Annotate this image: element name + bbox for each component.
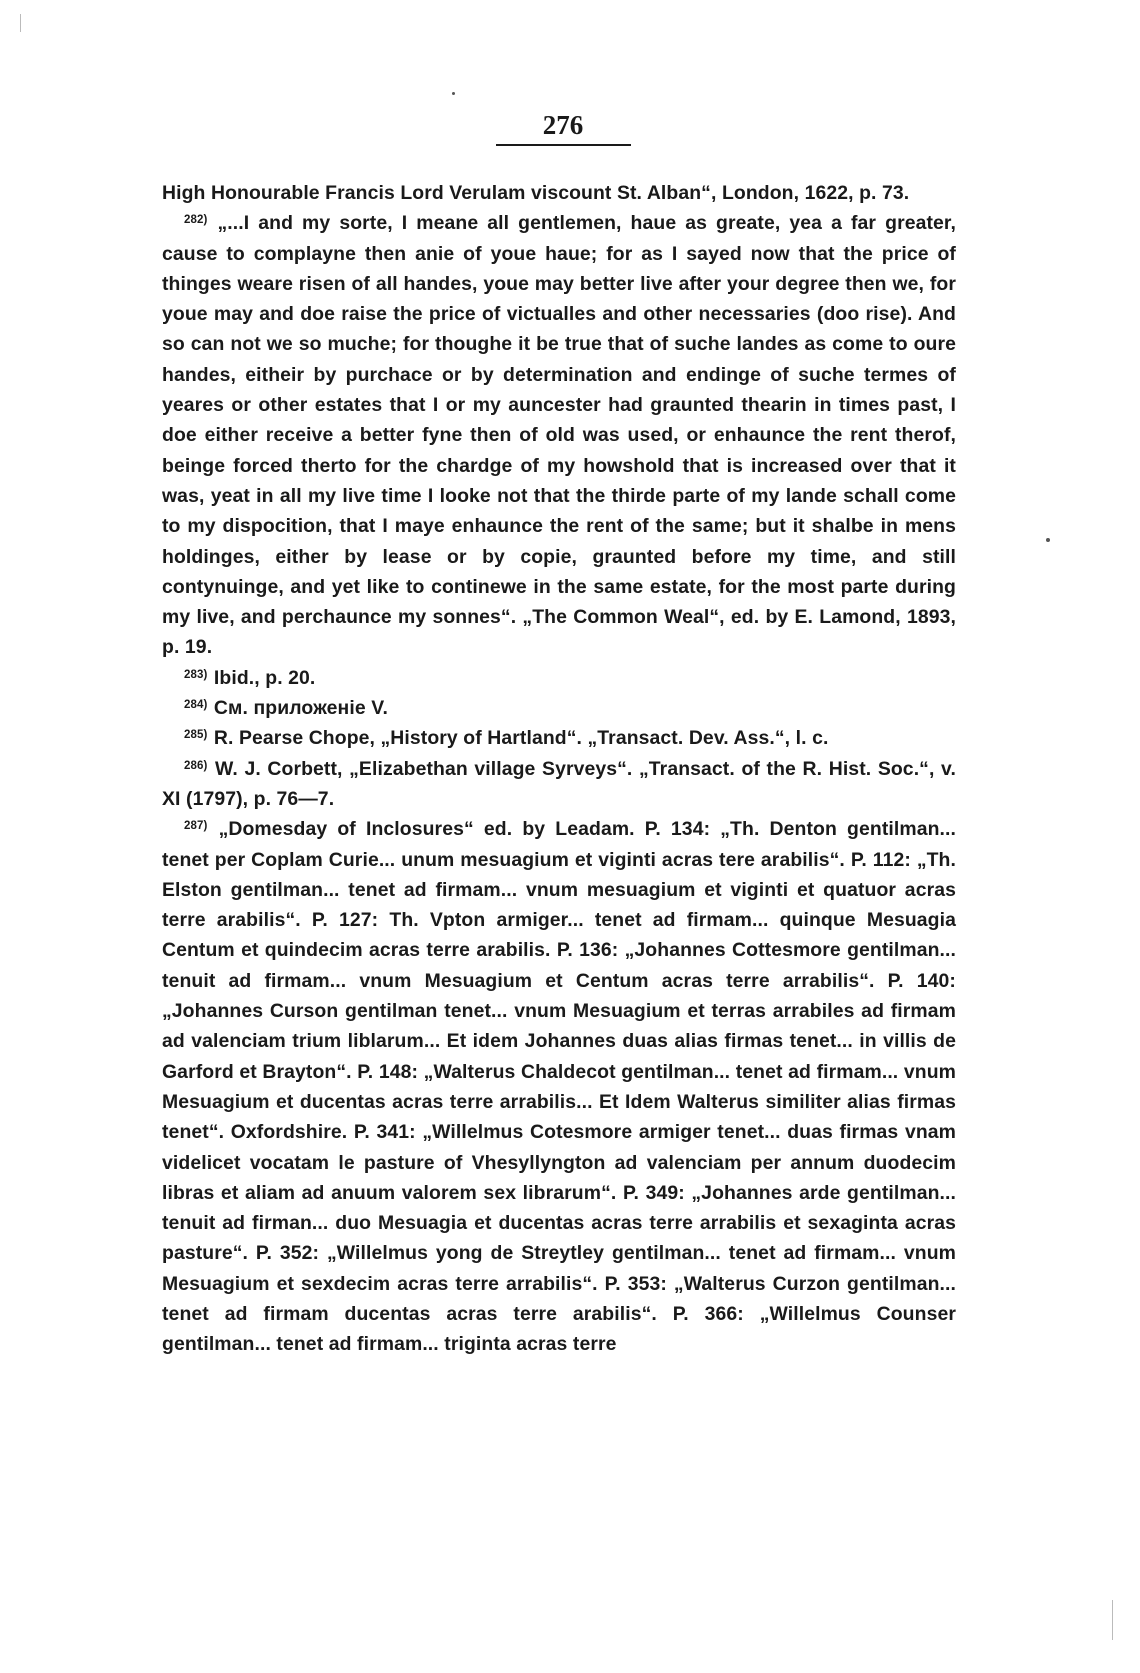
scan-edge-mark [20,14,21,32]
footnote-number: 286) [184,759,208,772]
footnote-283 [162,663,956,693]
footnote-text: W. J. Corbett, „Elizabethan village Syrveys“. „Transact. of the R. Hist. Soc.“, v. XI (1797), p. 76—7. [162,757,956,810]
scan-speck [1046,538,1050,542]
footnote-286 [162,754,956,815]
footnote-284 [162,693,956,723]
footnote-text: См. приложенiе V. [213,697,388,720]
footnotes-block [162,178,956,1360]
scan-speck [452,92,455,95]
page-number: 276 [542,110,584,140]
footnote-287 [162,814,956,1359]
footnote-282 [162,208,956,662]
footnote-text: „...I and my sorte, I meane all gentlemen, haue as greate, yea a far greater, cause to complayne then anie of youe haue; for as I sayed now that the price of thinges weare risen of all handes, youe may better live after your degree then we, for youe may and doe raise the price of victualles and other necessaries (doo rise). And so can not we so muche; for thoughe it be true that of suche landes as come to oure handes, eitheir by purchace or by determination and endinge of suche termes of yeares or other estates that I or my auncester had graunted thearin in times past, I doe either receive a better fyne then of old was used, or enhaunce the rent therof, beinge forced therto for the chardge of my howshold that is increased over that it was, yeat in all my live time I looke not that the thirde parte of my lande schall come to my dispocition, that I maye enhaunce the rent of the same; but it shalbe in mens holdinges, either by lease or by copie, graunted before my time, and still contynuinge, and yet like to continewe in the same estate, for the most parte during my live, and perchaunce my sonnes“. „The Common Weal“, ed. by E. Lamond, 1893, p. 19. [162,212,956,659]
footnote-285 [162,723,956,753]
footnote-text: „Domesday of Inclosures“ ed. by Leadam. P. 134: „Th. Denton gentilman... tenet per Coplam Curie... unum mesuagium et viginti acras tere arabilis“. P. 112: „Th. Elston gentilman... tenet ad firmam... vnum mesuagium et viginti et quatuor acras terre arabilis“. P. 127: Th. Vpton armiger... tenet ad firmam... quinque Mesuagia Centum et quindecim acras terre arabilis. P. 136: „Johannes Cottesmore gentilman... tenuit ad firmam... vnum Mesuagium et Centum acras terre arrabilis“. P. 140: „Johannes Curson gentilman tenet... vnum Mesuagium et terras arrabiles ad firmam ad valenciam trium liblarum... Et idem Johannes duas alias firmas tenet... in villis de Garford et Brayton“. P. 148: „Walterus Chaldecot gentilman... tenet ad firmam... vnum Mesuagium et ducentas acras terre arrabilis... Et Idem Walterus similiter alias firmas tenet“. Oxfordshire. P. 341: „Willelmus Cotesmore armiger tenet... duas firmas vnam videlicet vocatam le pasture of Vhesyllyngton ad valenciam per annum duodecim libras et aliam ad anuum valorem sex librarum“. P. 349: „Johannes arde gentilman... tenuit ad firman... duo Mesuagia et ducentas acras terre arrabilis et sexaginta acras pasture“. P. 352: „Willelmus yong de Streytley gentilman... tenet ad firmam... vnum Mesuagium et sexdecim acras terre arrabilis“. P. 353: „Walterus Curzon gentilman... tenet ad firmam ducentas acras terre arabilis“. P. 366: „Willelmus Counser gentilman... tenet ad firmam... triginta acras terre [162,818,956,1356]
footnote-number: 285) [184,729,208,742]
footnote-number: 287) [184,820,208,833]
scan-edge-mark [1112,1600,1113,1640]
page-number-rule [496,144,631,146]
footnote-number: 282) [184,214,208,227]
footnote-text: Ibid., p. 20. [213,666,316,689]
footnote-number: 284) [184,699,208,712]
page-content [162,110,956,1360]
continuation-text: High Honourable Francis Lord Verulam viscount St. Alban“, London, 1622, p. 73. [162,182,910,204]
footnote-number: 283) [184,668,208,681]
footnote-text: R. Pearse Chope, „History of Hartland“. „Transact. Dev. Ass.“, l. c. [213,727,829,750]
